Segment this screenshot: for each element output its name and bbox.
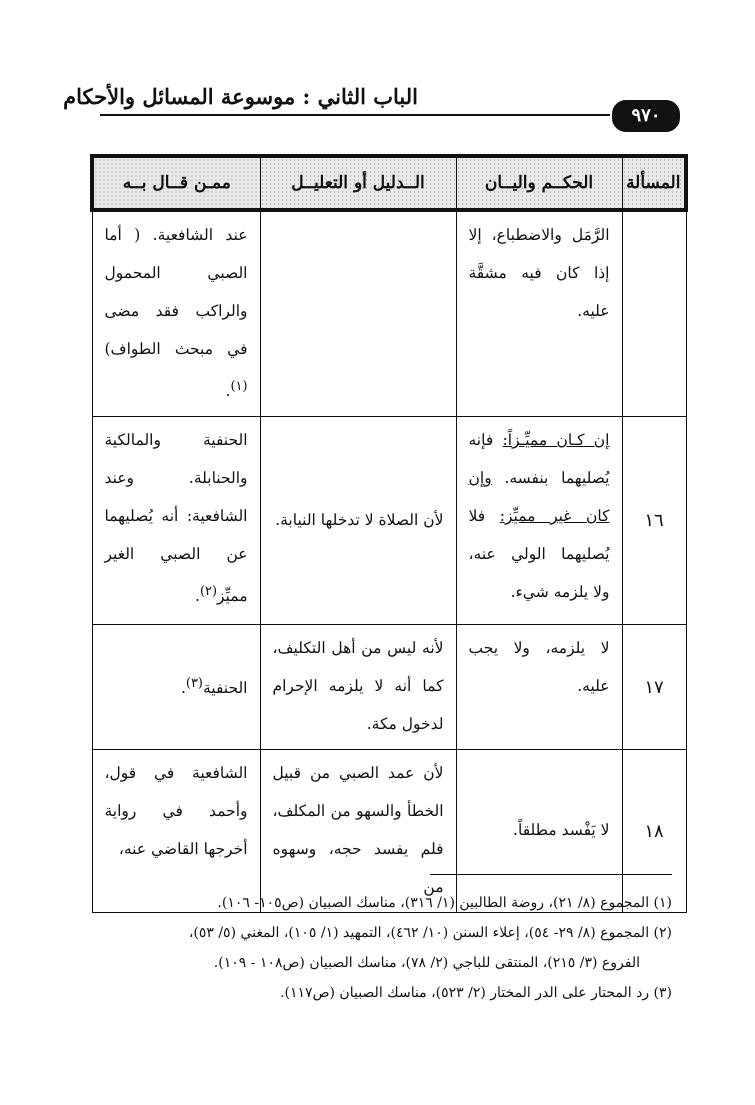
ruling-cell: لا يلزمه، ولا يجب عليه. — [456, 625, 622, 750]
ruling-cell — [456, 417, 622, 625]
issue-number: ١٦ — [622, 417, 686, 625]
who-text: الحنفية والمالكية والحنابلة. وعند الشافعية: أنه يُصليهما عن الصبي الغير مميِّز — [104, 431, 248, 606]
footnote-ref: (٢) — [199, 584, 217, 600]
footnote-2: (٢) المجموع (٨/ ٢٩- ٥٤)، إعلاء السنن (١٠/ ٤٦٢)، التمهيد (١/ ١٠٥)، المغني (٥/ ٥٣)، — [188, 925, 672, 941]
who-cell: الحنفية$^{(٣)}$. — [92, 625, 260, 750]
evidence-cell — [260, 210, 456, 417]
col-header-ruling: الحكــم واليــان — [456, 156, 622, 210]
evidence-cell: لأن الصلاة لا تدخلها النيابة. — [260, 417, 456, 625]
ruling-text: فلا يُصليهما الولي عنه، ولا يلزمه شيء. — [468, 507, 610, 602]
who-cell: الشافعية في قول، وأحمد في رواية أخرجها القاضي عنه، — [92, 750, 260, 913]
who-text: عند الشافعية. ( أما الصبي المحمول والراكب فقد مضى في مبحث الطواف) — [104, 226, 248, 358]
ruling-cell: الرَّمَل والاضطباع، إلا إذا كان فيه مشقَّة عليه. — [456, 210, 622, 417]
page-number: ٩٧٠ — [612, 100, 680, 132]
footnote-ref: (٣) — [185, 676, 203, 692]
evidence-cell: لأن عمد الصبي من قبيل الخطأ والسهو من المكلف، فلم يفسد حجه، وسهوه من — [260, 750, 456, 913]
who-cell: الحنفية والمالكية والحنابلة. وعند الشافعية: أنه يُصليهما عن الصبي الغير مميِّز$^{(٢)}$. — [92, 417, 260, 625]
table-row — [92, 417, 686, 625]
footnotes — [132, 888, 672, 1008]
footnote-2-continued: الفروع (٣/ ٢١٥)، المنتقى للباجي (٢/ ٧٨)، مناسك الصبيان (ص١٠٨ - ١٠٩). — [213, 955, 640, 971]
col-header-issue: المسألة — [622, 156, 686, 210]
footnote-1: (١) المجموع (٨/ ٢١)، روضة الطالبين (١/ ٣١٦)، مناسك الصبيان (ص١٠٥- ١٠٦). — [217, 895, 672, 911]
col-header-evidence: الــدليل أو التعليــل — [260, 156, 456, 210]
issue-number: ١٨ — [622, 750, 686, 913]
table-header-row — [92, 156, 686, 210]
ruling-cell: لا يَفْسد مطلقاً. — [456, 750, 622, 913]
issue-number — [622, 210, 686, 417]
ruling-text: فإنه يُصليهما بنفسه. — [468, 431, 610, 488]
footnote-3: (٣) رد المحتار على الدر المختار (٢/ ٥٢٣)، مناسك الصبيان (ص١١٧). — [280, 985, 672, 1001]
footnote-ref: (١) — [230, 379, 248, 394]
who-text: الحنفية — [202, 679, 248, 698]
ruling-condition: وإن كان غير مميِّز: — [468, 469, 610, 526]
evidence-cell: لأنه ليس من أهل التكليف، كما أنه لا يلزمه الإحرام لدخول مكة. — [260, 625, 456, 750]
table-row — [92, 210, 686, 417]
chapter-title: الباب الثاني : موسوعة المسائل والأحكام — [63, 84, 418, 109]
header-rule — [100, 114, 610, 116]
col-header-who: ممـن قــال بــه — [92, 156, 260, 210]
running-header — [63, 78, 680, 126]
rulings-table — [90, 154, 688, 913]
ruling-condition: إن كـان مميِّـزاً: — [502, 431, 610, 450]
table-row — [92, 625, 686, 750]
footnote-separator — [430, 874, 672, 875]
issue-number: ١٧ — [622, 625, 686, 750]
who-cell: عند الشافعية. ( أما الصبي المحمول والراكب فقد مضى في مبحث الطواف)$^{(١)}$. — [92, 210, 260, 417]
